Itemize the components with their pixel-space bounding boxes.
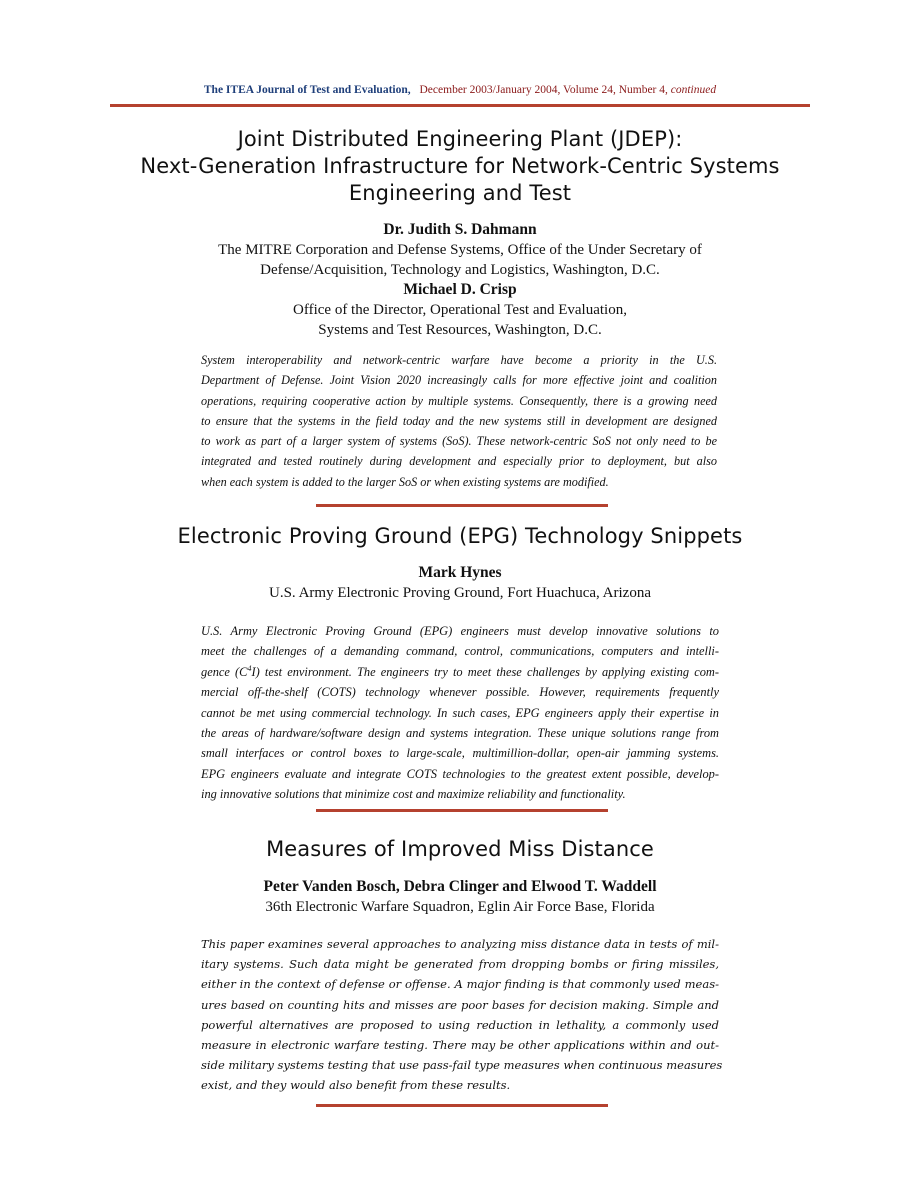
- running-header: [0, 84, 920, 96]
- article-miss-distance: [0, 836, 920, 917]
- title-line: Engineering and Test: [348, 181, 572, 205]
- author-affiliation: [0, 240, 920, 280]
- author-name: Dr. Judith S. Dahmann: [383, 221, 537, 238]
- abstract-line: meet the challenges of a demanding command, control, communications, computers and intelli-: [201, 644, 719, 659]
- abstract-line: Department of Defense. Joint Vision 2020 increasingly calls for more effective joint and coalition: [201, 373, 717, 388]
- abstract-fragment: I) test environment. The engineers try to meet these challenges by applying existing com-: [251, 664, 719, 679]
- article-title: [0, 523, 920, 550]
- title-line: Measures of Improved Miss Distance: [266, 837, 654, 861]
- superscript: 4: [247, 663, 252, 673]
- affiliation-line: U.S. Army Electronic Proving Ground, Fort Huachuca, Arizona: [268, 585, 651, 601]
- abstract-line: side military systems testing that use pass-fail type measures when continuous measures: [201, 1058, 723, 1073]
- abstract-line: [201, 662, 719, 682]
- affiliation-line: The MITRE Corporation and Defense Systems, Office of the Under Secretary of: [218, 242, 702, 258]
- abstract-line: to work as part of a larger system of systems (SoS). These network-centric SoS not only need to be: [201, 434, 717, 449]
- abstract-line: small interfaces or control boxes to large-scale, multimillion-dollar, open-air jamming systems.: [201, 746, 719, 761]
- section-divider: [316, 1104, 608, 1107]
- abstract-line: to ensure that the systems in the field today and the new systems still in development are designed: [201, 413, 717, 428]
- author-affiliation: [0, 300, 920, 340]
- abstract-line: exist, and they would also benefit from these results.: [201, 1078, 511, 1093]
- article-jdep: [0, 126, 920, 340]
- author-name: Mark Hynes: [418, 564, 502, 581]
- title-line: Electronic Proving Ground (EPG) Technology Snippets: [177, 524, 743, 548]
- affiliation-line: Office of the Director, Operational Test and Evaluation,: [293, 302, 627, 318]
- affiliation-line: Defense/Acquisition, Technology and Logistics, Washington, D.C.: [260, 262, 660, 278]
- abstract-line: U.S. Army Electronic Proving Ground (EPG) engineers must develop innovative solutions to: [201, 624, 719, 638]
- article-abstract: [201, 350, 717, 492]
- issue-info: December 2003/January 2004, Volume 24, Number 4,: [419, 84, 668, 96]
- abstract-line: operations, requiring cooperative action by multiple systems. Consequently, there is a growing need: [201, 393, 717, 408]
- title-line: Joint Distributed Engineering Plant (JDEP):: [237, 127, 683, 151]
- abstract-line: System interoperability and network-centric warfare have become a priority in the U.S.: [201, 353, 717, 367]
- author-name: Michael D. Crisp: [403, 281, 517, 298]
- article-epg: [0, 523, 920, 603]
- abstract-line: integrated and tested routinely during development and especially prior to deployment, but also: [201, 454, 717, 469]
- abstract-line: powerful alternatives are proposed to using reduction in lethality, a commonly used: [201, 1017, 719, 1032]
- article-title: [0, 836, 920, 863]
- abstract-line: the areas of hardware/software design and systems integration. These unique solutions range from: [201, 726, 719, 741]
- section-divider: [316, 504, 608, 507]
- abstract-line: cannot be met using commercial technology. In such cases, EPG engineers apply their expertise in: [201, 705, 719, 720]
- title-line: Next-Generation Infrastructure for Network-Centric Systems: [140, 154, 780, 178]
- abstract-fragment: gence (C: [201, 664, 248, 679]
- article-title: [0, 126, 920, 207]
- abstract-line: ing innovative solutions that minimize cost and maximize reliability and functionality.: [201, 787, 626, 802]
- journal-name: The ITEA Journal of Test and Evaluation,: [203, 84, 411, 96]
- abstract-line: itary systems. Such data might be generated from dropping bombs or firing missiles,: [201, 957, 719, 972]
- author-affiliation: [0, 897, 920, 917]
- abstract-line: mercial off-the-shelf (COTS) technology whenever possible. However, requirements frequently: [201, 685, 719, 700]
- affiliation-line: Systems and Test Resources, Washington, D.C.: [318, 322, 602, 338]
- abstract-line: This paper examines several approaches to analyzing miss distance data in tests of mil-: [201, 937, 719, 951]
- affiliation-line: 36th Electronic Warfare Squadron, Eglin Air Force Base, Florida: [265, 899, 655, 915]
- abstract-line: when each system is added to the larger SoS or when existing systems are modified.: [201, 474, 609, 489]
- article-abstract: [201, 621, 719, 805]
- abstract-line: measure in electronic warfare testing. There may be other applications within and out-: [201, 1038, 719, 1053]
- author-affiliation: [0, 583, 920, 603]
- abstract-line: either in the context of defense or offense. A major finding is that commonly used meas-: [201, 977, 719, 992]
- continued-label: continued: [670, 84, 717, 96]
- abstract-line: ures based on counting hits and misses are poor bases for decision making. Simple and: [201, 997, 719, 1012]
- author-name: Peter Vanden Bosch, Debra Clinger and Elwood T. Waddell: [263, 878, 657, 895]
- section-divider: [316, 809, 608, 812]
- article-abstract: [201, 934, 723, 1096]
- abstract-line: EPG engineers evaluate and integrate COTS technologies to the greatest extent possible, develop-: [201, 766, 719, 781]
- header-rule: [110, 104, 810, 107]
